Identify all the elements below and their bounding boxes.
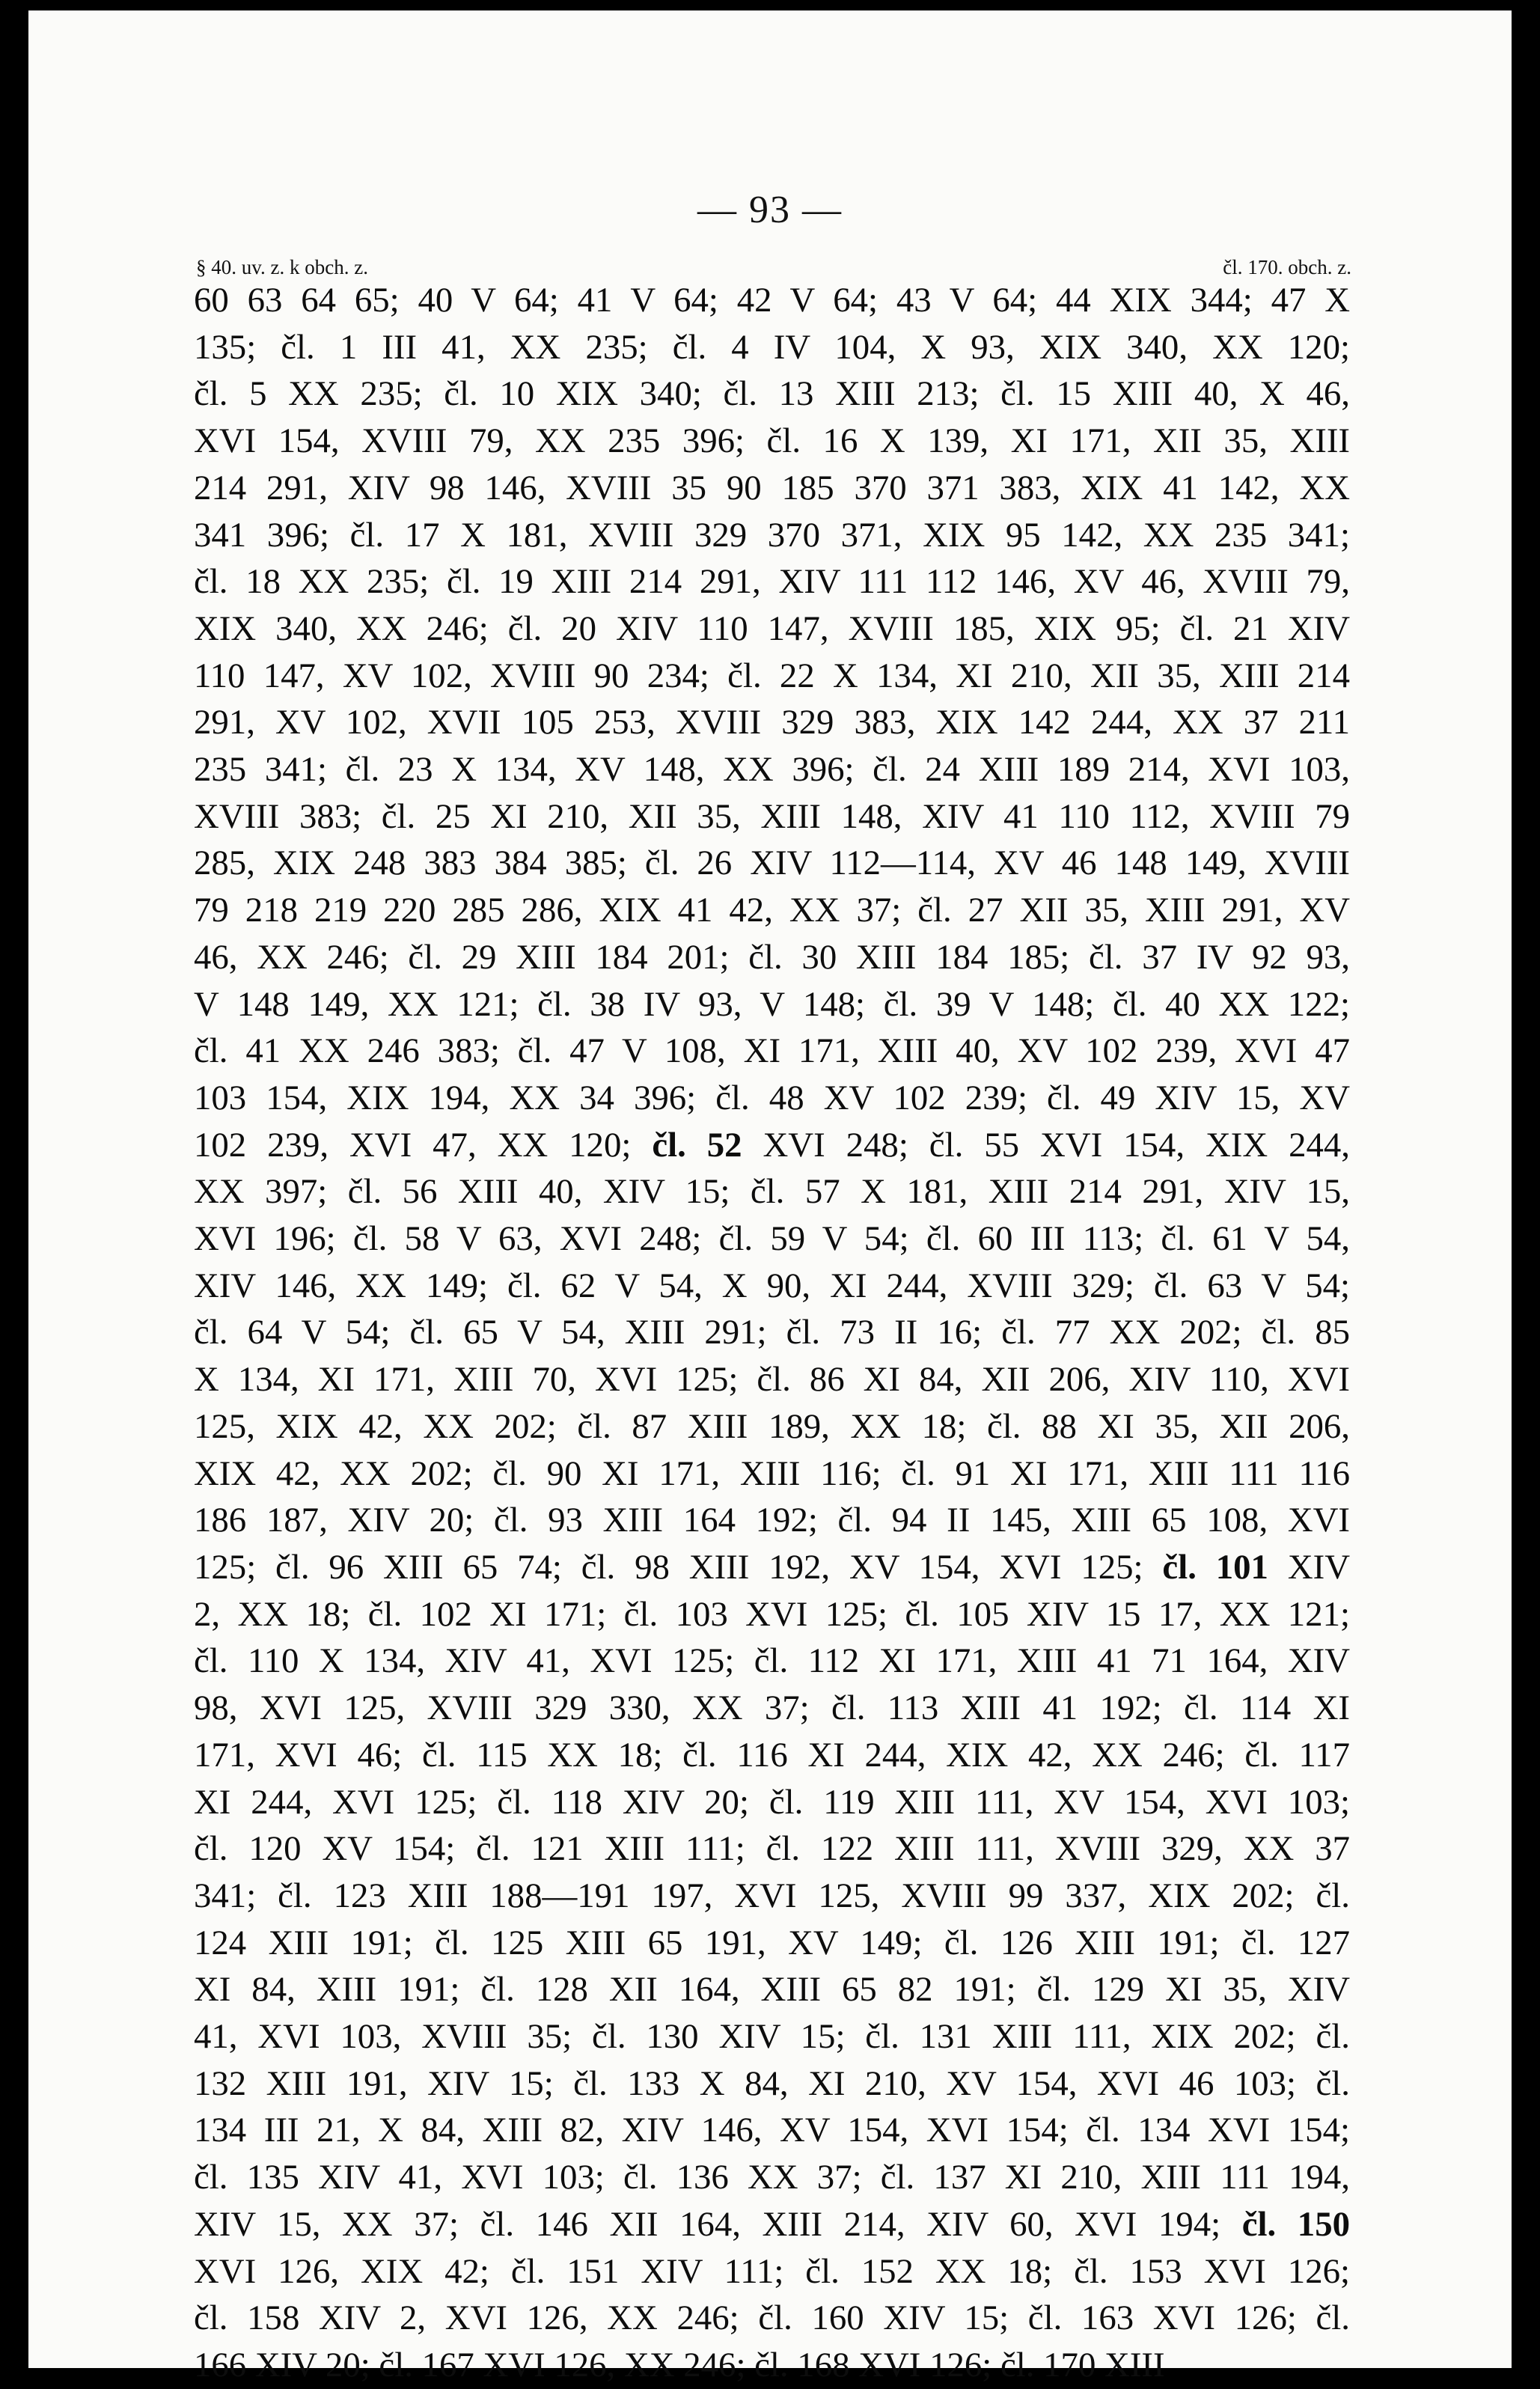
text-line: čl. 120 XV 154; čl. 121 XIII 111; čl. 122 XIII 111, XVIII 329, XX 37 [194,1829,1350,1869]
text-line: XVI 126, XIX 42; čl. 151 XIV 111; čl. 152 XX 18; čl. 153 XVI 126; [194,2251,1350,2291]
text-line: 166 XIV 20; čl. 167 XVI 126, XX 246; čl. 168 XVI 126; čl. 170 XIII [194,2345,1165,2385]
text-line: čl. 135 XIV 41, XVI 103; čl. 136 XX 37; čl. 137 XI 210, XIII 111 194, [194,2158,1350,2197]
text-line: 291, XV 102, XVII 105 253, XVIII 329 383, XIX 142 244, XX 37 211 [194,703,1350,742]
text-line: 102 239, XVI 47, XX 120; čl. 52 XVI 248; čl. 55 XVI 154, XIX 244, [194,1125,1350,1165]
text-line: XIX 340, XX 246; čl. 20 XIV 110 147, XVIII 185, XIX 95; čl. 21 XIV [194,608,1350,648]
text-line: 103 154, XIX 194, XX 34 396; čl. 48 XV 102 239; čl. 49 XIV 15, XV [194,1078,1350,1117]
text-line: XX 397; čl. 56 XIII 40, XIV 15; čl. 57 X 181, XIII 214 291, XIV 15, [194,1172,1350,1212]
text-line: X 134, XI 171, XIII 70, XVI 125; čl. 86 XI 84, XII 206, XIV 110, XVI [194,1360,1350,1400]
text-line: XIV 15, XX 37; čl. 146 XII 164, XIII 214, XIV 60, XVI 194; čl. 150 [194,2204,1350,2244]
text-line: XI 84, XIII 191; čl. 128 XII 164, XIII 65 82 191; čl. 129 XI 35, XIV [194,1970,1350,2010]
book-page [28,10,1512,2385]
page-number: — 93 — [697,189,843,231]
text-line: čl. 18 XX 235; čl. 19 XIII 214 291, XIV 111 112 146, XV 46, XVIII 79, [194,562,1350,602]
text-line: 214 291, XIV 98 146, XVIII 35 90 185 370 371 383, XIX 41 142, XX [194,468,1350,507]
text-line: 285, XIX 248 383 384 385; čl. 26 XIV 112—114, XV 46 148 149, XVIII [194,843,1350,883]
text-line: 341; čl. 123 XIII 188—191 197, XVI 125, XVIII 99 337, XIX 202; čl. [194,1876,1350,1915]
text-line: 2, XX 18; čl. 102 XI 171; čl. 103 XVI 125; čl. 105 XIV 15 17, XX 121; [194,1594,1350,1634]
index-text [194,277,1350,2389]
text-line: čl. 110 X 134, XIV 41, XVI 125; čl. 112 XI 171, XIII 41 71 164, XIV [194,1641,1350,1681]
text-line: 46, XX 246; čl. 29 XIII 184 201; čl. 30 XIII 184 185; čl. 37 IV 92 93, [194,937,1350,977]
text-line: 98, XVI 125, XVIII 329 330, XX 37; čl. 113 XIII 41 192; čl. 114 XI [194,1688,1350,1728]
text-line: 186 187, XIV 20; čl. 93 XIII 164 192; čl. 94 II 145, XIII 65 108, XVI [194,1501,1350,1540]
text-line: 235 341; čl. 23 X 134, XV 148, XX 396; čl. 24 XIII 189 214, XVI 103, [194,750,1350,790]
text-line: 125; čl. 96 XIII 65 74; čl. 98 XIII 192, XV 154, XVI 125; čl. 101 XIV [194,1547,1350,1587]
text-line: XIV 146, XX 149; čl. 62 V 54, X 90, XI 244, XVIII 329; čl. 63 V 54; [194,1266,1350,1305]
text-line: čl. 158 XIV 2, XVI 126, XX 246; čl. 160 XIV 15; čl. 163 XVI 126; čl. [194,2298,1350,2338]
text-line: čl. 5 XX 235; čl. 10 XIX 340; čl. 13 XIII 213; čl. 15 XIII 40, X 46, [194,374,1350,414]
text-line: 341 396; čl. 17 X 181, XVIII 329 370 371, XIX 95 142, XX 235 341; [194,515,1350,555]
text-line: 79 218 219 220 285 286, XIX 41 42, XX 37; čl. 27 XII 35, XIII 291, XV [194,891,1350,930]
text-line: čl. 64 V 54; čl. 65 V 54, XIII 291; čl. 73 II 16; čl. 77 XX 202; čl. 85 [194,1313,1350,1352]
text-line: 110 147, XV 102, XVIII 90 234; čl. 22 X 134, XI 210, XII 35, XIII 214 [194,656,1350,695]
text-line: čl. 41 XX 246 383; čl. 47 V 108, XI 171, XIII 40, XV 102 239, XVI 47 [194,1031,1350,1071]
text-line: 135; čl. 1 III 41, XX 235; čl. 4 IV 104, X 93, XIX 340, XX 120; [194,327,1350,367]
text-line: 124 XIII 191; čl. 125 XIII 65 191, XV 149; čl. 126 XIII 191; čl. 127 [194,1923,1350,1962]
text-line: V 148 149, XX 121; čl. 38 IV 93, V 148; čl. 39 V 148; čl. 40 XX 122; [194,984,1350,1024]
text-line: 171, XVI 46; čl. 115 XX 18; čl. 116 XI 244, XIX 42, XX 246; čl. 117 [194,1735,1350,1775]
text-line: 125, XIX 42, XX 202; čl. 87 XIII 189, XX 18; čl. 88 XI 35, XII 206, [194,1406,1350,1446]
text-line: XI 244, XVI 125; čl. 118 XIV 20; čl. 119 XIII 111, XV 154, XVI 103; [194,1782,1350,1822]
running-head-right: čl. 170. obch. z. [1223,256,1351,278]
text-line: 41, XVI 103, XVIII 35; čl. 130 XIV 15; čl. 131 XIII 111, XIX 202; čl. [194,2017,1350,2057]
text-line: XIX 42, XX 202; čl. 90 XI 171, XIII 116; čl. 91 XI 171, XIII 111 116 [194,1453,1350,1493]
running-head-left: § 40. uv. z. k obch. z. [196,256,368,278]
text-line: XVI 196; čl. 58 V 63, XVI 248; čl. 59 V 54; čl. 60 III 113; čl. 61 V 54, [194,1219,1350,1259]
text-line: XVIII 383; čl. 25 XI 210, XII 35, XIII 148, XIV 41 110 112, XVIII 79 [194,796,1350,836]
text-line: 132 XIII 191, XIV 15; čl. 133 X 84, XI 210, XV 154, XVI 46 103; čl. [194,2063,1350,2103]
text-line: XVI 154, XVIII 79, XX 235 396; čl. 16 X 139, XI 171, XII 35, XIII [194,421,1350,461]
text-line: 134 III 21, X 84, XIII 82, XIV 146, XV 154, XVI 154; čl. 134 XVI 154; [194,2111,1350,2150]
text-line: 60 63 64 65; 40 V 64; 41 V 64; 42 V 64; 43 V 64; 44 XIX 344; 47 X [194,281,1350,320]
